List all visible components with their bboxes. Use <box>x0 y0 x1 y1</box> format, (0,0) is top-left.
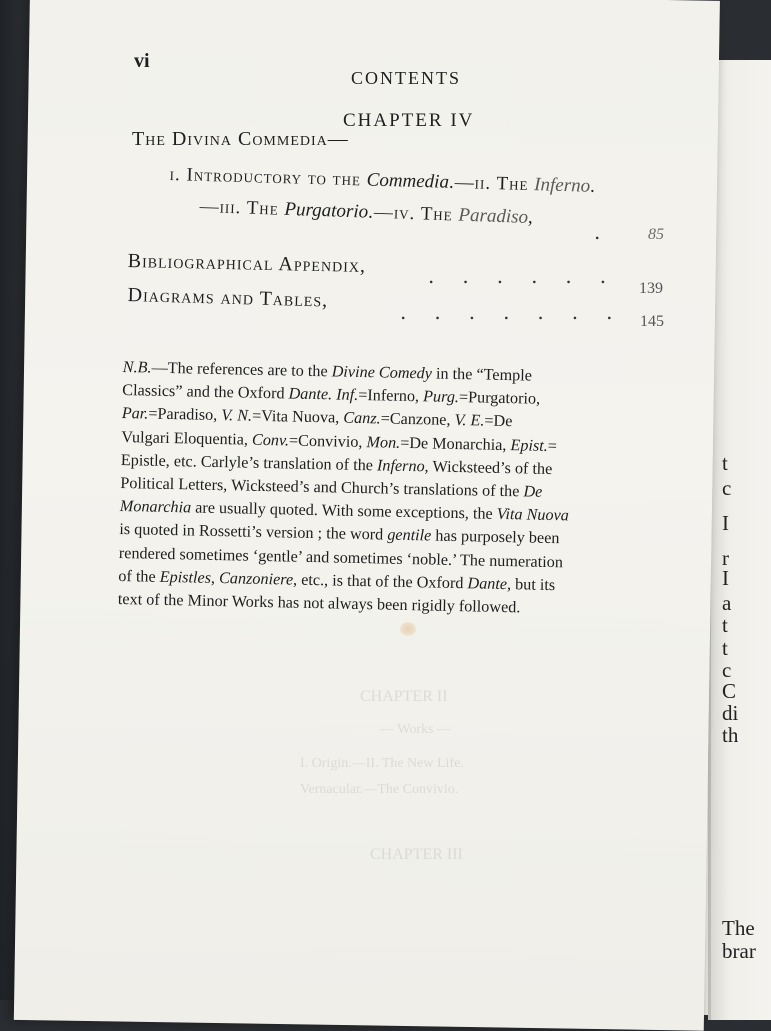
toc-text: .—ii. The <box>448 171 535 196</box>
adjacent-fragment: th <box>722 723 739 747</box>
bleed-through: CHAPTER III <box>370 846 463 863</box>
adjacent-page-text <box>722 0 756 1000</box>
adjacent-fragment: I <box>722 511 729 535</box>
note-text-italic: Canz. <box>343 409 381 428</box>
note-text: , but its <box>506 574 556 594</box>
toc-text: i. Introductory to the <box>169 164 367 191</box>
toc-text-italic: Purgatorio <box>284 198 369 223</box>
note-text: =Inferno, <box>358 386 424 406</box>
note-text: is quoted in Rossetti’s version ; the word <box>119 520 388 544</box>
note-text-italic: Purg. <box>422 387 460 407</box>
leader-dots: ...... <box>428 264 635 288</box>
note-text-italic: Inferno <box>376 456 425 476</box>
bleed-through: CHAPTER II <box>360 688 448 705</box>
note-text-italic: De <box>523 482 543 501</box>
note-text: Classics” and the Oxford <box>122 381 289 403</box>
note-text: —The references are to the <box>151 358 332 381</box>
chapter-heading: CHAPTER IV <box>343 110 475 131</box>
adjacent-fragment: The <box>722 916 755 940</box>
toc-title-divina-commedia: The Divina Commedia— <box>132 128 349 150</box>
note-text: =Purgatorio, <box>458 388 541 408</box>
note-text: =De <box>484 411 513 431</box>
note-text-italic: N.B. <box>122 357 152 377</box>
note-text-italic: Epistles <box>159 567 212 587</box>
note-text: , etc., is that of the Oxford <box>292 570 468 593</box>
paper-stain <box>400 622 416 636</box>
adjacent-fragment: brar <box>722 939 756 963</box>
note-text-italic: Par. <box>121 404 149 423</box>
note-text: =Convivio, <box>288 431 367 451</box>
adjacent-fragment: t <box>722 613 728 637</box>
toc-page-139: 139 <box>639 280 663 297</box>
adjacent-fragment: C <box>722 679 737 703</box>
bleed-through: — Works — <box>380 722 451 737</box>
note-text-italic: gentile <box>387 525 432 545</box>
toc-text-italic: Commedia <box>366 169 450 193</box>
note-text: Epistle, etc. Carlyle’s translation of the <box>120 450 378 475</box>
note-text: are usually quoted. With some exceptions, the <box>190 498 497 524</box>
note-text-italic: Epist. <box>510 435 548 455</box>
toc-text: —iii. The <box>199 196 285 220</box>
note-text: has purposely been <box>431 526 560 548</box>
note-text-italic: V. E. <box>454 411 485 430</box>
contents-heading: CONTENTS <box>351 68 461 88</box>
note-text-italic: Inf. <box>336 385 359 405</box>
adjacent-fragment: r <box>722 546 729 570</box>
note-text: , Wicksteed’s of the <box>424 457 553 478</box>
toc-text-italic: Paradiso <box>458 204 529 228</box>
note-text: =Paradiso, <box>148 404 222 425</box>
note-text: =Vita Nuova, <box>251 407 344 428</box>
note-text-italic: Mon. <box>366 432 401 452</box>
note-text-italic: Monarchia <box>119 497 192 517</box>
adjacent-fragment: I <box>722 566 729 590</box>
toc-text: , <box>527 206 534 229</box>
adjacent-fragment: c <box>722 658 732 682</box>
note-paragraph <box>118 356 668 623</box>
note-text: Political Letters, Wicksteed’s and Church’s translations of the <box>120 473 524 501</box>
note-text: text of the Minor Works has not always been rigidly followed. <box>117 589 521 617</box>
toc-bibliographical-appendix: Bibliographical Appendix, <box>127 250 367 277</box>
note-text-italic: Divine Comedy <box>331 362 433 383</box>
note-text-italic: Dante <box>467 574 508 593</box>
adjacent-fragment: a <box>722 591 732 615</box>
toc-text: . <box>589 175 596 197</box>
toc-text-italic: Inferno <box>533 174 591 197</box>
toc-text: .—iv. The <box>367 201 459 226</box>
note-text: , <box>210 568 220 587</box>
note-text-italic: Vita Nuova <box>496 505 570 525</box>
note-text: rendered sometimes ‘gentle’ and sometimes ‘noble.’ The numeration <box>118 543 564 571</box>
note-text: =Canzone, <box>380 409 455 430</box>
note-text: of the <box>118 566 160 586</box>
toc-page-85: 85 <box>648 226 664 243</box>
note-text-italic: Canzoniere <box>218 568 294 589</box>
note-text-italic: V. N. <box>221 406 253 426</box>
leader-dots: . <box>594 220 629 244</box>
note-text: =De Monarchia, <box>400 433 511 454</box>
adjacent-fragment: di <box>722 701 739 725</box>
bleed-through: Vernacular.—The Convivio. <box>300 782 459 797</box>
note-text: = <box>547 436 558 455</box>
bleed-through: I. Origin.—II. The New Life. <box>300 756 464 771</box>
toc-diagrams-and-tables: Diagrams and Tables, <box>127 284 329 312</box>
adjacent-fragment: c <box>722 476 732 500</box>
leader-dots: ....... <box>400 300 641 324</box>
adjacent-fragment: t <box>722 451 728 475</box>
toc-page-145: 145 <box>640 313 664 330</box>
note-text: in the “Temple <box>431 364 533 385</box>
note-text: Vulgari Eloquentia, <box>121 427 253 449</box>
adjacent-fragment: t <box>722 636 728 660</box>
note-text-italic: Dante. <box>288 384 333 404</box>
page-number: vi <box>134 50 150 72</box>
note-text-italic: Conv. <box>251 430 290 450</box>
